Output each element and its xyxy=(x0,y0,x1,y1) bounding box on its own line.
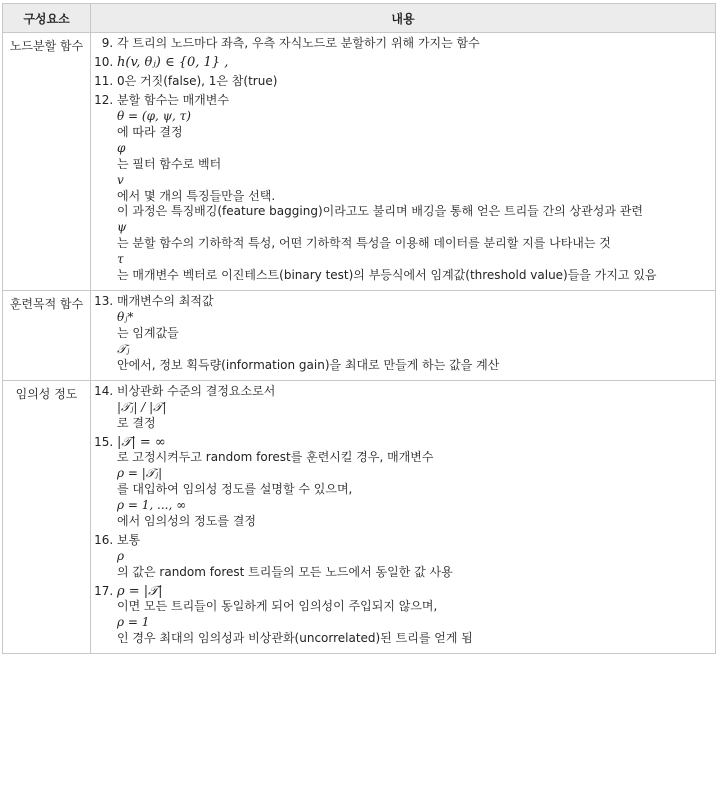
header-content: 내용 xyxy=(91,4,716,33)
item-text: 는 매개변수 벡터로 이진테스트(binary test)의 부등식에서 임계값(threshold value)들을 가지고 있음 xyxy=(117,268,657,282)
table-row xyxy=(3,291,716,381)
item-text: 에서 몇 개의 특징들만을 선택. xyxy=(117,189,276,203)
numbered-list xyxy=(95,294,715,377)
item-text: 로 결정 xyxy=(117,416,156,430)
numbered-list xyxy=(95,384,715,650)
list-item xyxy=(117,294,715,377)
item-text: 로 고정시켜두고 random forest를 훈련시킬 경우, 매개변수 xyxy=(117,450,434,464)
item-formula: 15. |𝒯| = ∞ xyxy=(117,435,166,450)
content-cell xyxy=(91,381,716,654)
item-text: 는 임계값들 xyxy=(117,326,179,340)
item-text: 의 값은 random forest 트리들의 모든 노드에서 동일한 값 사용 xyxy=(117,565,453,579)
formula: φ xyxy=(117,141,126,155)
item-formula: 10. h(v, θⱼ) ∈ {0, 1} , xyxy=(117,55,229,70)
content-cell xyxy=(91,33,716,291)
formula: 𝒯ⱼ xyxy=(117,342,130,356)
list-item xyxy=(117,584,715,650)
list-item xyxy=(117,93,715,287)
formula: ρ xyxy=(117,549,125,563)
item-text: 는 필터 함수로 벡터 xyxy=(117,157,222,171)
component-cell xyxy=(3,33,91,291)
list-item xyxy=(117,384,715,435)
item-text: 14. 비상관화 수준의 결정요소로서 xyxy=(117,384,276,398)
formula: ρ = 1, ..., ∞ xyxy=(117,498,187,512)
formula: ρ = |𝒯ⱼ| xyxy=(117,466,163,480)
table-header-row xyxy=(3,4,716,33)
list-item xyxy=(117,55,715,74)
component-label: 훈련목적 함수 xyxy=(9,297,84,311)
item-text: 이 과정은 특징배깅(feature bagging)이라고도 불리며 배깅을 통해 얻은 트리들 간의 상관성과 관련 xyxy=(117,204,643,218)
list-item xyxy=(117,435,715,533)
content-cell xyxy=(91,291,716,381)
list-item xyxy=(117,533,715,584)
table-row xyxy=(3,381,716,654)
item-text: 에 따라 결정 xyxy=(117,125,183,139)
numbered-list xyxy=(95,36,715,287)
component-label: 임의성 정도 xyxy=(15,387,78,401)
item-text: 는 분할 함수의 기하학적 특성, 어떤 기하학적 특성을 이용해 데이터를 분리할 지를 나타내는 것 xyxy=(117,236,611,250)
list-item xyxy=(117,74,715,93)
item-text: 안에서, 정보 획득량(information gain)을 최대로 만들게 하는 값을 계산 xyxy=(117,358,500,372)
component-cell xyxy=(3,291,91,381)
component-label: 노드분할 함수 xyxy=(9,39,84,53)
item-formula: 17. ρ = |𝒯| xyxy=(117,584,163,599)
item-text: 에서 임의성의 정도를 결정 xyxy=(117,514,256,528)
formula: v xyxy=(117,173,124,187)
item-text: 11. 0은 거짓(false), 1은 참(true) xyxy=(117,74,278,88)
formula: ψ xyxy=(117,220,127,234)
table-row xyxy=(3,33,716,291)
item-text: 이면 모든 트리들이 동일하게 되어 임의성이 주입되지 않으며, xyxy=(117,599,438,613)
header-component: 구성요소 xyxy=(3,4,91,33)
formula: θ = (φ, ψ, τ) xyxy=(117,109,191,123)
formula: |𝒯ⱼ| / |𝒯| xyxy=(117,400,167,414)
item-text: 12. 분할 함수는 매개변수 xyxy=(117,93,229,107)
components-table xyxy=(2,3,716,654)
item-text: 9. 각 트리의 노드마다 좌측, 우측 자식노드로 분할하기 위해 가지는 함수 xyxy=(117,36,480,50)
formula: ρ = 1 xyxy=(117,615,150,629)
formula: θⱼ* xyxy=(117,310,134,324)
list-item xyxy=(117,36,715,55)
item-text: 인 경우 최대의 임의성과 비상관화(uncorrelated)된 트리를 얻게 됨 xyxy=(117,631,473,645)
item-text: 를 대입하여 임의성 정도를 설명할 수 있으며, xyxy=(117,482,353,496)
item-text: 13. 매개변수의 최적값 xyxy=(117,294,214,308)
item-text: 16. 보통 xyxy=(117,533,141,547)
formula: τ xyxy=(117,252,124,266)
component-cell xyxy=(3,381,91,654)
